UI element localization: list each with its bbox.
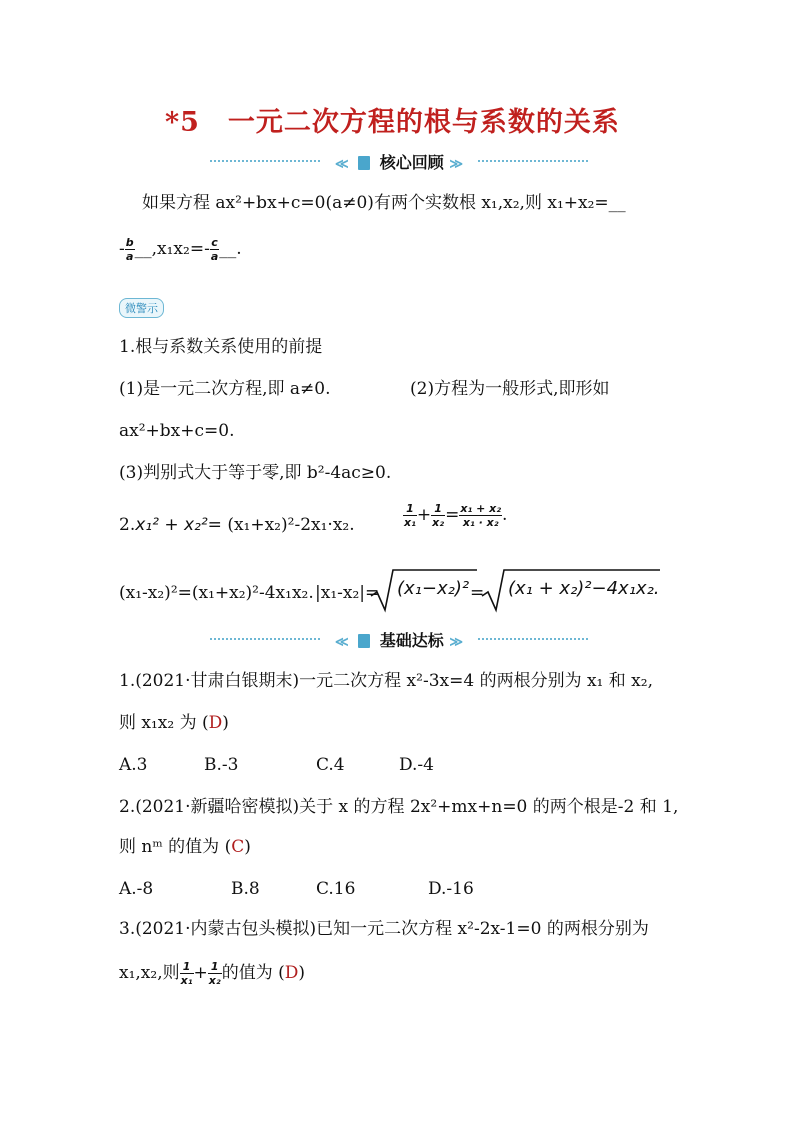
tip-1c: ax²+bx+c=0. <box>119 421 235 441</box>
question-3-stem-2: x₁,x₂,则 $\frac{1}{\text{x₁}}$ + $\frac{1}{\text{x₂}}$ 的值为 (D) <box>119 960 306 987</box>
tip-3b: |x₁-x₂|= <box>315 583 380 603</box>
tip-1b: (2)方程为一般形式,即形如 <box>410 379 610 399</box>
question-2-stem: 2.(2021·新疆哈密模拟)关于 x 的方程 2x²+mx+n=0 的两个根是-2 和 1, <box>119 797 679 817</box>
fraction-1-over-x2: $\frac{1}{\text{x₂}}$ <box>432 502 445 529</box>
option[interactable]: D.-4 <box>399 755 434 775</box>
fraction-sum-over-product: $\frac{\text{x₁ + x₂}}{\text{x₁ · x₂}}$ <box>460 502 502 529</box>
divider-right <box>478 160 588 162</box>
question-1-stem: 1.(2021·甘肃白银期末)一元二次方程 x²-3x=4 的两根分别为 x₁ 和 x₂, <box>119 671 653 691</box>
tip-1: 1.根与系数关系使用的前提 <box>119 337 323 357</box>
question-1-stem-2: 则 x₁x₂ 为 (D) <box>119 713 229 733</box>
divider-left <box>210 160 320 162</box>
sqrt-expression-1: (x₁−x₂)² <box>369 566 479 618</box>
chevron-left-icon: ≪ <box>335 157 349 172</box>
banner-label: 核心回顾 <box>379 153 444 172</box>
answer-mark: C <box>231 837 245 857</box>
divider-left <box>210 638 320 640</box>
fraction-1-over-x1: $\frac{1}{\text{x₁}}$ <box>404 502 416 529</box>
answer-mark: D <box>284 963 299 983</box>
tip-badge: 微警示 <box>119 298 164 318</box>
question-3-stem: 3.(2021·内蒙古包头模拟)已知一元二次方程 x²-2x-1=0 的两根分别为 <box>119 919 649 939</box>
option[interactable]: B.8 <box>231 879 260 899</box>
tip-2: 2.x₁² + x₂²= (x₁+x₂)²-2x₁·x₂. <box>119 515 355 535</box>
book-icon <box>358 156 370 170</box>
page-title: *5 一元二次方程的根与系数的关系 <box>165 107 620 138</box>
tip-1a: (1)是一元二次方程,即 a≠0. <box>119 379 331 399</box>
sqrt-expression-2: (x₁ + x₂)²−4x₁x₂. <box>480 566 662 618</box>
option[interactable]: C.16 <box>316 879 356 899</box>
option[interactable]: A.3 <box>119 755 148 775</box>
option[interactable]: A.-8 <box>119 879 154 899</box>
option[interactable]: C.4 <box>316 755 345 775</box>
section-banner-basic <box>210 628 588 650</box>
review-line-2: - $\frac{b}{a}$ __,x₁x₂=- $\frac{c}{a}$ __. <box>119 236 242 263</box>
divider-right <box>478 638 588 640</box>
tip-3: (x₁-x₂)²=(x₁+x₂)²-4x₁x₂. <box>119 583 314 603</box>
option[interactable]: D.-16 <box>428 879 474 899</box>
book-icon <box>358 634 370 648</box>
fraction-b-over-a: $\frac{b}{a}$ <box>125 236 134 263</box>
tip-2-reciprocal: $\frac{1}{\text{x₁}}$ + $\frac{1}{\text{x₂}}$ = $\frac{\text{x₁ + x₂}}{\text{x₁ · x₂}}$ . <box>404 502 508 529</box>
tip-1d: (3)判别式大于等于零,即 b²-4ac≥0. <box>119 463 392 483</box>
chevron-left-icon: ≪ <box>335 635 349 650</box>
answer-mark: D <box>208 713 223 733</box>
banner-label: 基础达标 <box>379 631 444 650</box>
question-2-stem-2: 则 nᵐ 的值为 (C) <box>119 837 251 857</box>
chevron-right-icon: ≫ <box>449 157 463 172</box>
fraction-c-over-a: $\frac{c}{a}$ <box>210 236 219 263</box>
option[interactable]: B.-3 <box>204 755 239 775</box>
section-banner-review <box>210 150 588 172</box>
fraction-1-over-x2: $\frac{1}{\text{x₂}}$ <box>208 960 221 987</box>
chevron-right-icon: ≫ <box>449 635 463 650</box>
review-line-1: 如果方程 ax²+bx+c=0(a≠0)有两个实数根 x₁,x₂,则 x₁+x₂=__ <box>142 193 626 213</box>
fraction-1-over-x1: $\frac{1}{\text{x₁}}$ <box>180 960 193 987</box>
